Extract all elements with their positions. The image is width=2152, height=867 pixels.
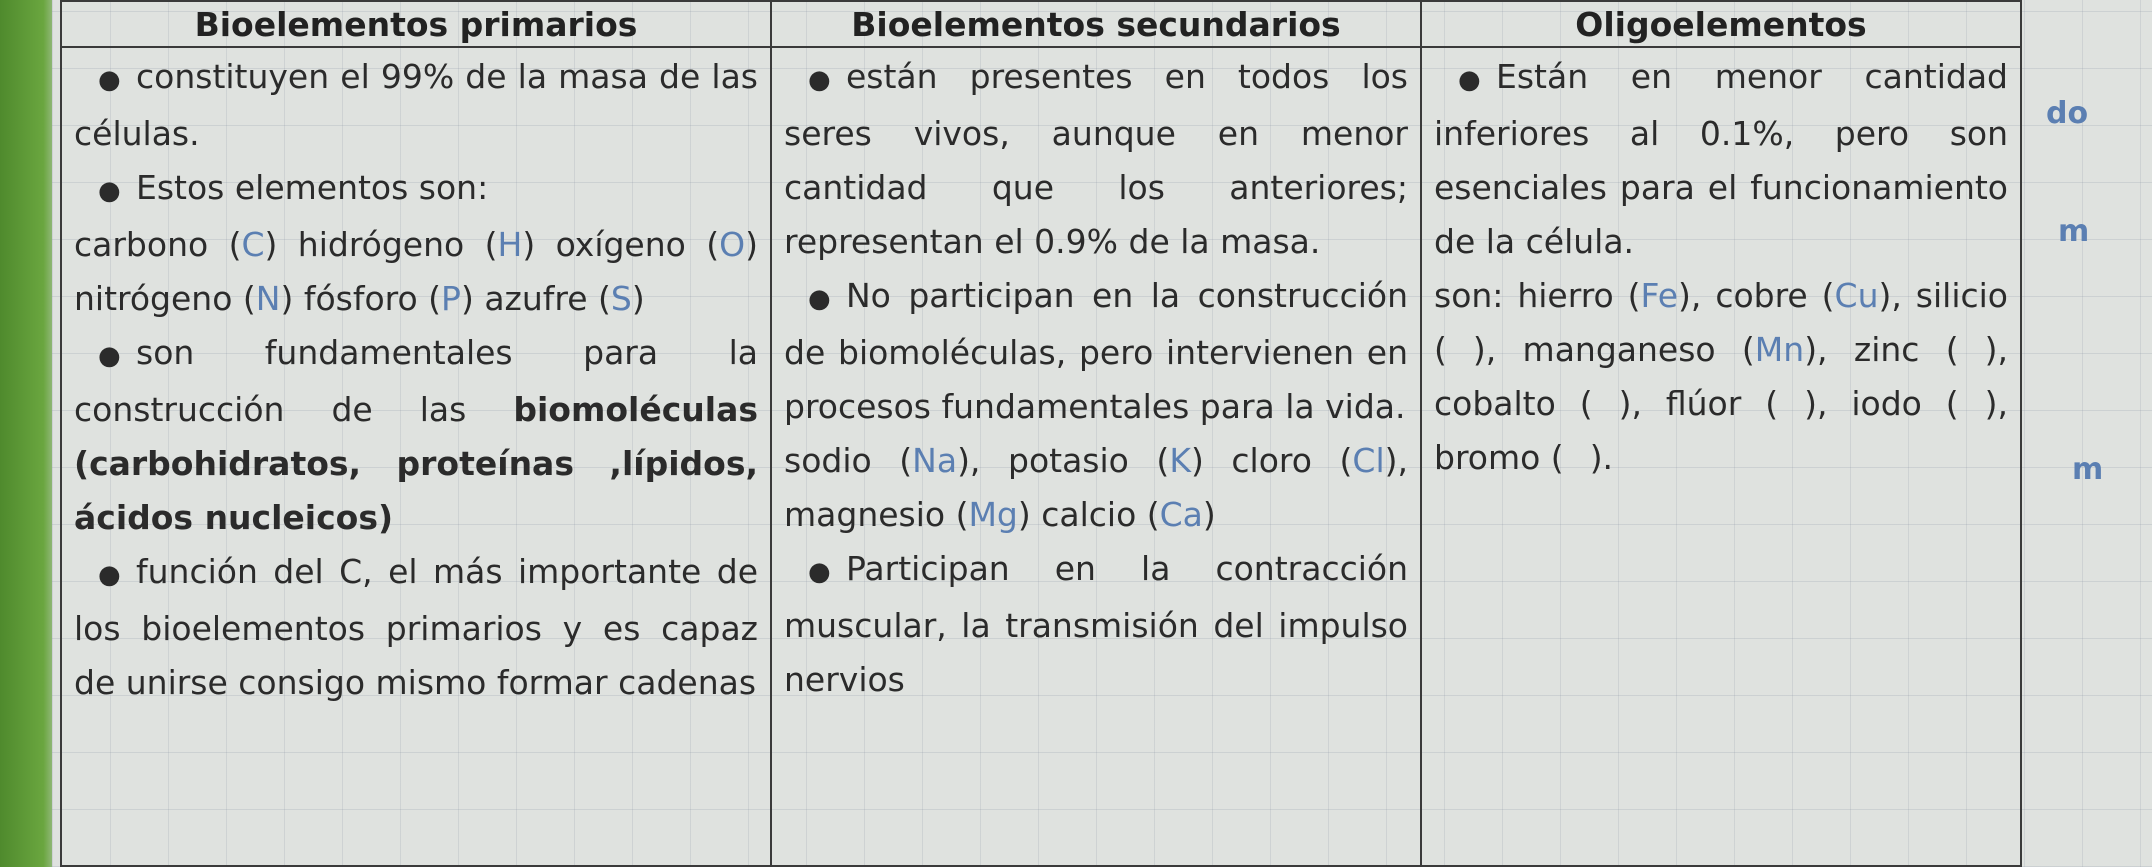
- handwritten-hierro: Fe: [1640, 276, 1679, 315]
- margin-note-3: m: [2072, 452, 2104, 487]
- bullet-icon: [1458, 53, 1496, 107]
- margin-note-1: do: [2046, 96, 2089, 131]
- bullet-icon: [98, 53, 136, 107]
- content-row: [61, 47, 2021, 866]
- primarios-bullet-1: ●constituyen el 99% de la masa de las células.: [74, 50, 758, 161]
- header-secundarios: Bioelementos secundarios: [771, 1, 1421, 47]
- handwritten-potasio: K: [1169, 441, 1191, 480]
- handwritten-manganeso: Mn: [1754, 330, 1805, 369]
- bullet-icon: [98, 329, 136, 383]
- primarios-bullet-4: ●función del C, el más importante de los bioelementos primarios y es capaz de unirse consigo mismo formar cadenas: [74, 545, 758, 710]
- bullet-icon: [808, 53, 846, 107]
- handwritten-magnesio: Mg: [968, 495, 1018, 534]
- primarios-bullet-2: ●Estos elementos son: carbono (C) hidrógeno (H) oxígeno (O) nitrógeno (N) fósforo (P) azufre (S): [74, 161, 758, 326]
- handwritten-calcio: Ca: [1159, 495, 1203, 534]
- bullet-icon: [808, 272, 846, 326]
- secundarios-bullet-1: ●están presentes en todos los seres vivos, aunque en menor cantidad que los anteriores; representan el 0.9% de la masa.: [784, 50, 1408, 269]
- handwritten-cobre: Cu: [1834, 276, 1879, 315]
- bioelements-table: [60, 0, 2022, 867]
- secundarios-cell: [771, 47, 1421, 866]
- handwritten-hidrogeno: H: [497, 225, 523, 264]
- secundarios-bullet-3: ●Participan en la contracción muscular, la transmisión del impulso nervios: [784, 542, 1408, 707]
- handwritten-oxigeno: O: [719, 225, 746, 264]
- bullet-icon: [98, 548, 136, 602]
- oligo-cell: [1421, 47, 2021, 866]
- primarios-bullet-3: ●son fundamentales para la construcción de las biomoléculas (carbohidratos, proteínas ,lípidos, ácidos nucleicos): [74, 326, 758, 545]
- primarios-cell: [61, 47, 771, 866]
- handwritten-carbono: C: [241, 225, 265, 264]
- header-primarios: Bioelementos primarios: [61, 1, 771, 47]
- margin-note-2: m: [2058, 214, 2090, 249]
- bullet-icon: [808, 545, 846, 599]
- bullet-icon: [98, 164, 136, 218]
- handwritten-sodio: Na: [912, 441, 958, 480]
- oligo-bullet-1: ●Están en menor cantidad inferiores al 0.1%, pero son esenciales para el funcionamiento de la célula. son: hierro (Fe), cobre (Cu), silicio ( ), manganeso (Mn), zinc ( ), cobalto ( ), flúor ( ), iodo ( ), bromo ( ).: [1434, 50, 2008, 485]
- handwritten-azufre: S: [610, 279, 632, 318]
- handwritten-fosforo: P: [441, 279, 461, 318]
- header-row: [61, 1, 2021, 47]
- handwritten-nitrogeno: N: [255, 279, 281, 318]
- handwritten-cloro: Cl: [1352, 441, 1385, 480]
- secundarios-bullet-2: ●No participan en la construcción de biomoléculas, pero intervienen en procesos fundamentales para la vida. sodio (Na), potasio (K) cloro (Cl), magnesio (Mg) calcio (Ca): [784, 269, 1408, 542]
- header-oligoelementos: Oligoelementos: [1421, 1, 2021, 47]
